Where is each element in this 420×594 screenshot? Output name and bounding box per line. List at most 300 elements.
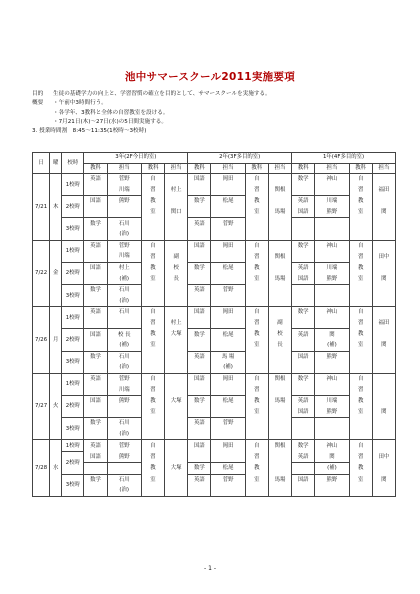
table-row — [33, 351, 396, 362]
outline-row-3 — [32, 118, 271, 127]
table-row — [33, 384, 396, 395]
schedule-heading: 3. 授業時間割 8:45～11:35(1校時～3校時) — [32, 128, 147, 135]
period-cell: 1校時 — [62, 240, 84, 262]
subject-cell: 数学 — [188, 329, 211, 340]
teacher-cell: 関根 — [268, 373, 291, 384]
teacher-cell: 石川 — [107, 307, 141, 318]
subject-cell — [292, 318, 315, 329]
teacher-cell — [165, 218, 188, 229]
header-row-2 — [33, 163, 396, 174]
period-cell: 2校時 — [62, 395, 84, 417]
table-row — [33, 418, 396, 429]
period-header: 校時 — [62, 153, 84, 174]
teacher-cell: 熊野 — [315, 474, 349, 485]
weekday-header: 曜 — [50, 153, 62, 174]
room-cell: 室 — [141, 340, 164, 351]
room-cell: 室 — [141, 474, 164, 485]
subject-cell: 国語 — [84, 262, 107, 273]
teacher-cell: 馬場 — [268, 395, 291, 406]
subject-cell: 数学 — [84, 218, 107, 229]
subject-cell — [84, 340, 107, 351]
subject-cell — [292, 340, 315, 351]
teacher-cell: 石川 — [107, 284, 141, 295]
subject-cell: 国語 — [292, 406, 315, 417]
subject-cell: 数学 — [188, 262, 211, 273]
subject-cell: 数学 — [292, 373, 315, 384]
period-cell: 3校時 — [62, 418, 84, 440]
teacher-cell: 村上 — [165, 185, 188, 196]
teacher-cell — [268, 196, 291, 207]
room-cell — [349, 229, 372, 240]
room-cell — [245, 218, 268, 229]
teacher-cell — [372, 229, 395, 240]
teacher-cell: 神山 — [315, 307, 349, 318]
teacher-cell — [372, 296, 395, 307]
subject-cell: 英語 — [84, 240, 107, 251]
room-cell: 自 — [141, 240, 164, 251]
teacher-cell: 菅野 — [211, 418, 245, 429]
teacher-cell: 馬 場 — [211, 351, 245, 362]
table-row — [33, 296, 396, 307]
teacher-cell: 関 — [372, 340, 395, 351]
teacher-cell: 福田 — [372, 318, 395, 329]
teacher-header: 担当 — [268, 163, 291, 174]
teacher-cell — [165, 174, 188, 185]
teacher-cell: 石川 — [107, 418, 141, 429]
room-cell: 習 — [245, 318, 268, 329]
teacher-cell: 関根 — [268, 251, 291, 262]
room-cell — [141, 418, 164, 429]
period-cell: 1校時 — [62, 440, 84, 452]
room-cell: 自 — [245, 307, 268, 318]
room-cell: 室 — [349, 406, 372, 417]
purpose-row — [32, 90, 271, 99]
subject-cell — [188, 318, 211, 329]
room-cell — [245, 351, 268, 362]
subject-cell: 英語 — [188, 218, 211, 229]
period-cell: 2校時 — [62, 451, 84, 474]
period-cell: 3校時 — [62, 284, 84, 306]
subject-cell — [84, 273, 107, 284]
grade1-header: 1年(4F多目的室) — [292, 153, 396, 164]
room-cell: 自 — [349, 307, 372, 318]
room-cell: 教 — [141, 395, 164, 406]
subject-cell: 英語 — [292, 451, 315, 462]
teacher-cell — [165, 418, 188, 429]
room-cell: 室 — [141, 406, 164, 417]
subject-cell — [188, 429, 211, 440]
table-row — [33, 273, 396, 284]
date-header: 日 — [33, 153, 50, 174]
teacher-cell: 熊野 — [107, 395, 141, 406]
outline-label: 概要 — [32, 100, 44, 107]
subject-cell — [84, 384, 107, 395]
schedule-table — [32, 152, 396, 497]
subject-cell — [84, 485, 107, 496]
teacher-cell: 関口 — [165, 207, 188, 218]
teacher-cell: 長 — [165, 273, 188, 284]
room-cell — [349, 362, 372, 373]
teacher-cell — [372, 262, 395, 273]
weekday-cell: 木 — [50, 174, 62, 241]
teacher-cell — [165, 240, 188, 251]
teacher-cell — [315, 418, 349, 429]
period-cell: 3校時 — [62, 351, 84, 373]
teacher-header: 担当 — [315, 163, 349, 174]
room-cell: 教 — [245, 329, 268, 340]
teacher-cell — [165, 229, 188, 240]
subject-cell — [84, 406, 107, 417]
teacher-cell: 熊野 — [107, 451, 141, 462]
teacher-cell: (治) — [107, 229, 141, 240]
room-cell — [349, 418, 372, 429]
room-cell: 室 — [141, 273, 164, 284]
room-cell: 室 — [349, 474, 372, 485]
subject-cell — [188, 340, 211, 351]
room-cell: 教 — [349, 262, 372, 273]
room-cell: 習 — [141, 384, 164, 395]
indent — [32, 109, 53, 118]
table-row — [33, 462, 396, 474]
teacher-cell: 副 — [165, 251, 188, 262]
outline-row — [32, 99, 271, 108]
room-cell: 自 — [141, 440, 164, 452]
room-cell — [245, 284, 268, 295]
teacher-cell: 菅野 — [211, 218, 245, 229]
subject-cell: 英語 — [188, 474, 211, 485]
teacher-cell: 福田 — [372, 185, 395, 196]
teacher-cell: 大塚 — [165, 462, 188, 474]
teacher-cell — [372, 284, 395, 295]
room-cell: 室 — [245, 474, 268, 485]
room-cell: 自 — [349, 373, 372, 384]
room-cell: 教 — [245, 462, 268, 474]
subject-cell — [188, 384, 211, 395]
subject-cell: 英語 — [84, 307, 107, 318]
teacher-cell: (治) — [107, 296, 141, 307]
teacher-cell — [315, 429, 349, 440]
teacher-cell — [211, 273, 245, 284]
table-row — [33, 229, 396, 240]
room-cell — [349, 351, 372, 362]
subject-cell: 英語 — [188, 418, 211, 429]
room-cell: 教 — [245, 395, 268, 406]
room-cell: 教 — [349, 395, 372, 406]
subject-cell: 数学 — [292, 240, 315, 251]
room-cell — [245, 485, 268, 496]
teacher-cell — [211, 451, 245, 462]
teacher-cell: 熊野 — [107, 196, 141, 207]
room-cell: 習 — [349, 318, 372, 329]
outline-line-1: ・午前中3時間行う。 — [53, 100, 107, 107]
teacher-cell: 川端 — [315, 395, 349, 406]
teacher-cell: 熊野 — [315, 273, 349, 284]
room-cell: 自 — [349, 240, 372, 251]
teacher-cell — [372, 307, 395, 318]
table-row — [33, 485, 396, 496]
purpose-text: 生徒の基礎学力の向上と、学習習慣の確立を目的として、サマースクールを実施する。 — [53, 91, 271, 97]
subject-cell — [292, 418, 315, 429]
subject-cell — [292, 218, 315, 229]
table-row — [33, 474, 396, 485]
subject-cell — [292, 296, 315, 307]
teacher-cell: 長 — [268, 340, 291, 351]
outline-line-2: ・各学年、3教科と全体の自習教室を設ける。 — [53, 109, 169, 116]
teacher-cell: 熊野 — [315, 207, 349, 218]
outline-row-2 — [32, 109, 271, 118]
teacher-cell — [211, 340, 245, 351]
subject-header: 教科 — [245, 163, 268, 174]
teacher-cell: 神山 — [315, 440, 349, 452]
teacher-cell — [165, 307, 188, 318]
teacher-cell: 村上 — [107, 262, 141, 273]
indent — [32, 118, 53, 127]
subject-cell — [292, 251, 315, 262]
teacher-cell: 関 — [372, 273, 395, 284]
grade2-header: 2年(3F多目的室) — [188, 153, 292, 164]
teacher-cell: 岡田 — [211, 240, 245, 251]
teacher-cell — [211, 229, 245, 240]
teacher-cell — [372, 240, 395, 251]
subject-cell: 数学 — [188, 395, 211, 406]
subject-cell: 国語 — [188, 307, 211, 318]
subject-cell: 数学 — [188, 196, 211, 207]
teacher-cell — [268, 384, 291, 395]
table-row — [33, 262, 396, 273]
room-cell — [141, 284, 164, 295]
subject-cell: 国語 — [84, 329, 107, 340]
room-cell: 習 — [245, 384, 268, 395]
teacher-cell — [315, 485, 349, 496]
subject-cell — [188, 406, 211, 417]
room-cell: 習 — [349, 451, 372, 462]
teacher-cell: 馬場 — [268, 474, 291, 485]
teacher-cell: 副 — [268, 318, 291, 329]
subject-cell: 数学 — [292, 440, 315, 452]
teacher-cell: 川端 — [315, 196, 349, 207]
teacher-cell — [268, 307, 291, 318]
teacher-cell — [268, 451, 291, 462]
room-cell: 教 — [245, 196, 268, 207]
teacher-cell: 田中 — [372, 251, 395, 262]
table-row — [33, 440, 396, 452]
teacher-cell — [372, 418, 395, 429]
teacher-header: 担当 — [165, 163, 188, 174]
teacher-cell: 関根 — [268, 185, 291, 196]
table-row — [33, 240, 396, 251]
teacher-cell — [165, 451, 188, 462]
subject-cell: 国語 — [292, 474, 315, 485]
teacher-cell: 関 — [372, 406, 395, 417]
teacher-cell — [372, 440, 395, 452]
subject-cell: 国語 — [188, 373, 211, 384]
teacher-cell: 校 — [165, 262, 188, 273]
teacher-cell — [165, 362, 188, 373]
teacher-cell — [165, 440, 188, 452]
room-cell: 習 — [245, 451, 268, 462]
subject-cell: 国語 — [188, 440, 211, 452]
teacher-cell — [107, 462, 141, 474]
teacher-cell — [372, 218, 395, 229]
teacher-cell — [372, 351, 395, 362]
teacher-cell: 大塚 — [165, 329, 188, 340]
teacher-cell: 関根 — [268, 440, 291, 452]
room-cell: 室 — [141, 207, 164, 218]
teacher-cell: 関 — [315, 451, 349, 462]
teacher-cell: 川端 — [107, 384, 141, 395]
subject-cell — [292, 462, 315, 474]
teacher-cell — [372, 485, 395, 496]
subject-header: 教科 — [292, 163, 315, 174]
teacher-cell: 馬場 — [268, 273, 291, 284]
subject-cell: 英語 — [84, 174, 107, 185]
room-cell — [245, 296, 268, 307]
subject-cell: 数学 — [188, 462, 211, 474]
room-cell: 自 — [141, 307, 164, 318]
teacher-cell — [211, 429, 245, 440]
subject-cell — [188, 362, 211, 373]
subject-cell — [84, 462, 107, 474]
room-cell — [141, 229, 164, 240]
room-cell — [141, 429, 164, 440]
subject-cell — [188, 485, 211, 496]
room-cell: 室 — [349, 273, 372, 284]
teacher-cell — [268, 351, 291, 362]
room-cell: 習 — [141, 251, 164, 262]
table-row — [33, 174, 396, 185]
teacher-cell — [211, 318, 245, 329]
teacher-cell — [268, 174, 291, 185]
teacher-cell: 菅野 — [107, 240, 141, 251]
teacher-cell: 石川 — [107, 218, 141, 229]
page-title: 池中サマースクール2011実施要項 — [124, 71, 296, 83]
subject-cell — [292, 384, 315, 395]
teacher-cell: 石川 — [107, 474, 141, 485]
teacher-cell — [211, 384, 245, 395]
period-cell: 2校時 — [62, 196, 84, 218]
subject-cell: 英語 — [292, 262, 315, 273]
room-cell: 自 — [349, 174, 372, 185]
teacher-cell: 松尾 — [211, 462, 245, 474]
teacher-cell: 関 — [372, 474, 395, 485]
room-cell — [141, 351, 164, 362]
table-row — [33, 207, 396, 218]
subject-cell — [292, 229, 315, 240]
room-cell — [349, 296, 372, 307]
teacher-cell — [211, 296, 245, 307]
subject-cell: 数学 — [292, 174, 315, 185]
room-cell: 自 — [245, 373, 268, 384]
teacher-cell: 村上 — [165, 318, 188, 329]
subject-header: 教科 — [141, 163, 164, 174]
table-row — [33, 196, 396, 207]
teacher-cell: 神山 — [315, 174, 349, 185]
room-cell: 室 — [349, 207, 372, 218]
room-cell: 教 — [245, 262, 268, 273]
teacher-cell — [372, 196, 395, 207]
subject-cell: 国語 — [84, 196, 107, 207]
teacher-cell: (補) — [107, 273, 141, 284]
subject-cell — [292, 185, 315, 196]
table-row — [33, 373, 396, 384]
teacher-cell — [268, 462, 291, 474]
subject-cell — [84, 318, 107, 329]
subject-cell: 英語 — [292, 196, 315, 207]
teacher-cell — [372, 174, 395, 185]
table-row — [33, 429, 396, 440]
teacher-cell — [372, 395, 395, 406]
subject-header: 教科 — [349, 163, 372, 174]
teacher-cell — [315, 318, 349, 329]
room-cell: 習 — [141, 451, 164, 462]
teacher-cell — [165, 296, 188, 307]
teacher-cell — [315, 218, 349, 229]
subject-cell: 国語 — [188, 174, 211, 185]
room-cell: 習 — [141, 185, 164, 196]
teacher-cell — [315, 384, 349, 395]
teacher-cell: 岡田 — [211, 307, 245, 318]
teacher-cell — [268, 406, 291, 417]
weekday-cell: 月 — [50, 307, 62, 374]
outline-line-3: ・7月21日(木)～27日(水)の5日間実施する。 — [53, 118, 167, 125]
teacher-header: 担当 — [211, 163, 245, 174]
page-number: - 1 - — [204, 565, 216, 572]
subject-cell: 英語 — [292, 395, 315, 406]
teacher-cell — [211, 207, 245, 218]
subject-cell: 国語 — [84, 451, 107, 462]
teacher-cell: 菅野 — [211, 284, 245, 295]
room-cell: 教 — [349, 196, 372, 207]
teacher-cell: (治) — [107, 485, 141, 496]
teacher-cell — [315, 185, 349, 196]
teacher-cell — [107, 318, 141, 329]
table-row — [33, 329, 396, 340]
teacher-cell: 関 — [372, 207, 395, 218]
teacher-cell — [211, 185, 245, 196]
room-cell — [245, 418, 268, 429]
room-cell: 自 — [349, 440, 372, 452]
room-cell: 教 — [141, 329, 164, 340]
teacher-header: 担当 — [107, 163, 141, 174]
teacher-cell: 松尾 — [211, 196, 245, 207]
room-cell: 自 — [245, 174, 268, 185]
room-cell: 教 — [141, 462, 164, 474]
subject-cell: 国語 — [292, 351, 315, 362]
subject-cell: 国語 — [292, 273, 315, 284]
teacher-cell — [315, 251, 349, 262]
teacher-cell — [165, 429, 188, 440]
teacher-cell — [268, 240, 291, 251]
room-cell: 自 — [245, 440, 268, 452]
teacher-cell: 菅野 — [107, 440, 141, 452]
room-cell: 教 — [349, 462, 372, 474]
table-row — [33, 451, 396, 462]
teacher-cell — [315, 284, 349, 295]
teacher-header: 担当 — [372, 163, 395, 174]
period-cell: 1校時 — [62, 174, 84, 196]
room-cell — [245, 229, 268, 240]
room-cell: 室 — [245, 340, 268, 351]
teacher-cell — [165, 485, 188, 496]
subject-cell: 英語 — [292, 329, 315, 340]
date-cell: 7/22 — [33, 240, 50, 307]
teacher-cell: 大塚 — [165, 395, 188, 406]
teacher-cell — [372, 429, 395, 440]
teacher-cell — [268, 229, 291, 240]
table-row — [33, 406, 396, 417]
subject-cell — [292, 485, 315, 496]
teacher-cell: 菅野 — [107, 174, 141, 185]
